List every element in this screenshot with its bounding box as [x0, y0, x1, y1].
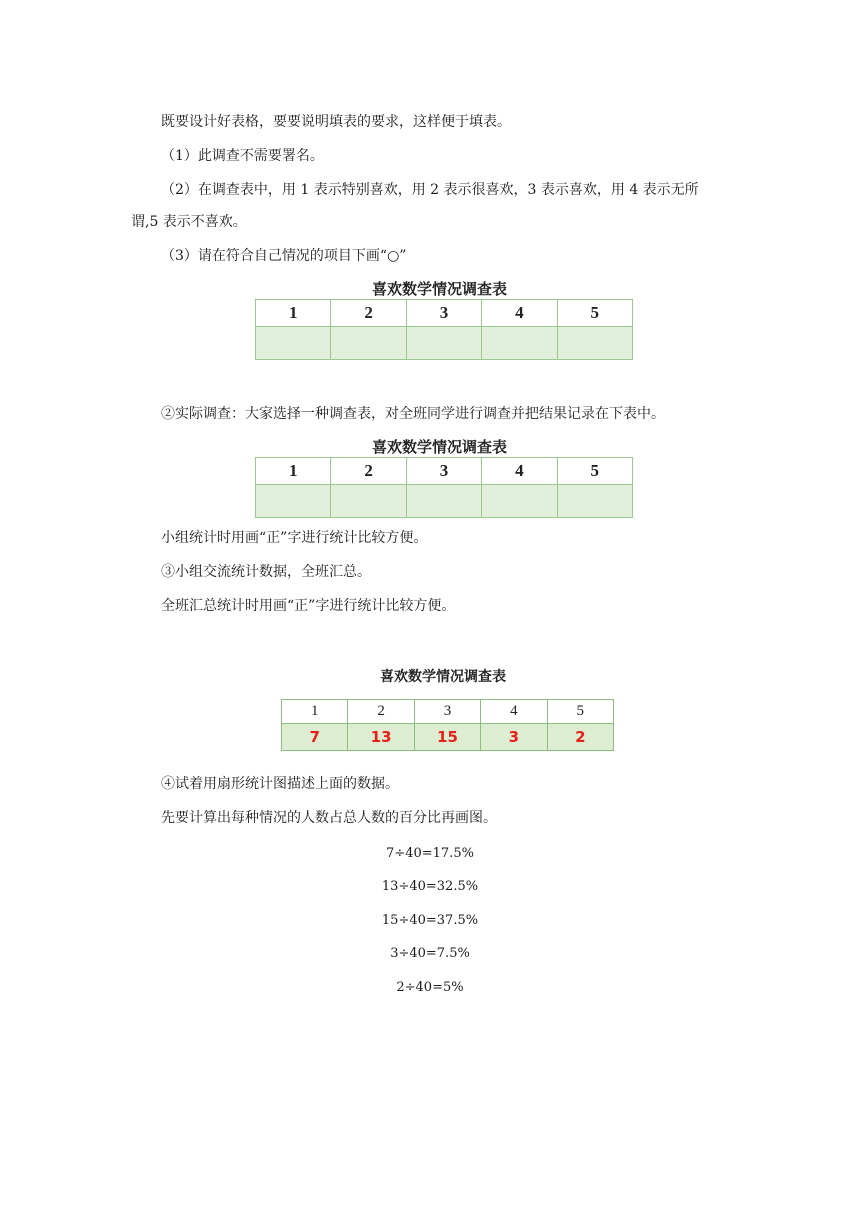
step-2-text: ②实际调查：大家选择一种调查表，对全班同学进行调查并把结果记录在下表中。 — [161, 406, 665, 422]
survey-table-2 — [255, 457, 633, 518]
table-1-blank-cell — [256, 327, 331, 360]
table-1-header-cell: 2 — [331, 300, 406, 327]
table-3-header-cell: 5 — [547, 700, 613, 724]
table-1-blank-cell — [482, 327, 557, 360]
intro-text: 既要设计好表格，要要说明填表的要求，这样便于填表。 — [161, 114, 511, 130]
table-3-header-cell: 2 — [348, 700, 414, 724]
calc-line: 2÷40=5% — [396, 980, 464, 995]
table-3-header-cell: 3 — [414, 700, 480, 724]
calc-line: 13÷40=32.5% — [381, 879, 479, 894]
rule-3: （3）请在符合自己情况的项目下画“○” — [161, 248, 407, 264]
table-1-blank-cell — [331, 327, 406, 360]
group-tally-note: 小组统计时用画“正”字进行统计比较方便。 — [161, 530, 428, 546]
table-1-blank-cell — [406, 327, 481, 360]
survey-table-1 — [255, 299, 633, 360]
step-3-text: ③小组交流统计数据，全班汇总。 — [161, 564, 371, 580]
percentage-note: 先要计算出每种情况的人数占总人数的百分比再画图。 — [161, 810, 497, 826]
table-2-title: 喜欢数学情况调查表 — [372, 438, 508, 456]
table-1-header-cell: 3 — [406, 300, 481, 327]
table-3-header-cell: 4 — [481, 700, 547, 724]
table-2-header-cell: 5 — [557, 458, 632, 485]
table-1-header-cell: 4 — [482, 300, 557, 327]
table-2-blank-cell — [482, 485, 557, 518]
table-3-header-cell: 1 — [282, 700, 348, 724]
rule-2-line-2: 谓,5 表示不喜欢。 — [131, 214, 247, 230]
table-2-blank-cell — [406, 485, 481, 518]
table-2-blank-cell — [256, 485, 331, 518]
class-tally-note: 全班汇总统计时用画“正”字进行统计比较方便。 — [161, 598, 456, 614]
table-1-blank-cell — [557, 327, 632, 360]
table-3-value-cell: 7 — [282, 724, 348, 751]
table-3-value-cell: 3 — [481, 724, 547, 751]
table-3-title: 喜欢数学情况调查表 — [380, 669, 506, 685]
table-2-header-cell: 4 — [482, 458, 557, 485]
table-2-header-cell: 3 — [406, 458, 481, 485]
rule-2-line-1: （2）在调查表中，用 1 表示特别喜欢，用 2 表示很喜欢，3 表示喜欢，用 4 表示无所 — [161, 182, 699, 198]
table-1-header-cell: 5 — [557, 300, 632, 327]
table-3-value-cell: 13 — [348, 724, 414, 751]
calc-line: 7÷40=17.5% — [386, 846, 474, 861]
table-2-blank-cell — [331, 485, 406, 518]
results-table — [281, 699, 614, 751]
rule-1: （1）此调查不需要署名。 — [161, 148, 324, 164]
step-4-text: ④试着用扇形统计图描述上面的数据。 — [161, 776, 399, 792]
calc-line: 3÷40=7.5% — [390, 946, 470, 961]
table-1-title: 喜欢数学情况调查表 — [372, 280, 508, 298]
table-2-header-cell: 2 — [331, 458, 406, 485]
table-2-blank-cell — [557, 485, 632, 518]
table-1-header-cell: 1 — [256, 300, 331, 327]
table-3-value-cell: 15 — [414, 724, 480, 751]
calc-line: 15÷40=37.5% — [381, 913, 479, 928]
table-2-header-cell: 1 — [256, 458, 331, 485]
table-3-value-cell: 2 — [547, 724, 613, 751]
